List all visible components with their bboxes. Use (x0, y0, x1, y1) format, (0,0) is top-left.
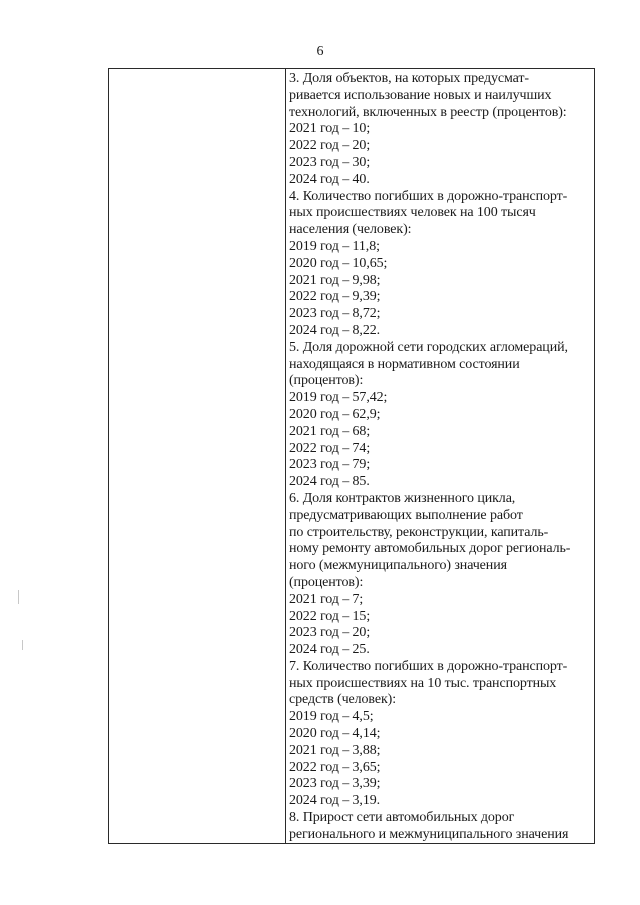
indicator-line: 2021 год – 7; (289, 591, 364, 607)
indicator-line: 5. Доля дорожной сети городских агломераций, (289, 339, 568, 355)
indicator-line: ных происшествиях человек на 100 тысяч (289, 205, 536, 221)
indicator-line: по строительству, реконструкции, капиталь- (289, 524, 549, 540)
indicator-line: находящаяся в нормативном состоянии (289, 356, 520, 372)
indicator-line: ных происшествиях на 10 тыс. транспортных (289, 675, 557, 691)
indicator-line: 2024 год – 85. (289, 474, 370, 490)
indicator-line: 2024 год – 3,19. (289, 793, 381, 809)
indicator-line: 4. Количество погибших в дорожно-транспорт- (289, 188, 568, 204)
page-number: 6 (316, 44, 324, 59)
indicator-line: регионального и межмуниципального значения (289, 826, 569, 842)
indicator-line: 2019 год – 11,8; (289, 238, 380, 254)
scan-margin-mark (22, 640, 23, 650)
indicator-line: 2021 год – 68; (289, 423, 371, 439)
indicator-line: 2019 год – 57,42; (289, 390, 388, 406)
indicator-line: 2024 год – 25. (289, 642, 370, 658)
indicator-line: 2023 год – 3,39; (289, 776, 381, 792)
indicator-line: 2022 год – 74; (289, 440, 371, 456)
indicator-line: средств (человек): (289, 692, 397, 708)
indicator-line: 2023 год – 20; (289, 625, 371, 641)
indicator-line: 2020 год – 10,65; (289, 255, 388, 271)
indicator-line: 2024 год – 8,22. (289, 322, 381, 338)
indicator-line: ривается использование новых и наилучших (289, 87, 552, 103)
indicator-line: 2022 год – 15; (289, 608, 371, 624)
scan-margin-mark (18, 590, 19, 604)
indicator-line: предусматривающих выполнение работ (289, 507, 523, 523)
indicator-line: технологий, включенных в реестр (процентов): (289, 104, 567, 120)
indicator-line: 8. Прирост сети автомобильных дорог (289, 810, 515, 826)
indicator-line: 2022 год – 3,65; (289, 759, 381, 775)
indicator-table (108, 68, 595, 844)
indicator-line: 2022 год – 9,39; (289, 289, 381, 305)
indicator-line: 2021 год – 10; (289, 121, 371, 137)
indicator-line: 6. Доля контрактов жизненного цикла, (289, 490, 516, 506)
indicator-line: ного (межмуниципального) значения (289, 558, 507, 574)
indicator-line: (процентов): (289, 373, 364, 389)
table-left-cell (109, 69, 286, 843)
indicator-line: 2022 год – 20; (289, 138, 371, 154)
indicator-line: (процентов): (289, 574, 364, 590)
indicator-line: 2023 год – 8,72; (289, 306, 381, 322)
indicator-line: 2023 год – 30; (289, 154, 371, 170)
indicator-line: 2020 год – 62,9; (289, 406, 381, 422)
indicator-line: населения (человек): (289, 222, 412, 238)
indicator-line: 2019 год – 4,5; (289, 709, 374, 725)
indicator-line: 2021 год – 9,98; (289, 272, 381, 288)
indicator-line: 7. Количество погибших в дорожно-транспорт- (289, 658, 568, 674)
indicator-line: 2021 год – 3,88; (289, 742, 381, 758)
indicator-line: 2024 год – 40. (289, 171, 370, 187)
indicator-line: ному ремонту автомобильных дорог региональ- (289, 541, 571, 557)
table-right-cell (286, 69, 594, 843)
indicator-line: 2020 год – 4,14; (289, 726, 381, 742)
indicator-line: 2023 год – 79; (289, 457, 371, 473)
indicator-line: 3. Доля объектов, на которых предусмат- (289, 71, 529, 86)
